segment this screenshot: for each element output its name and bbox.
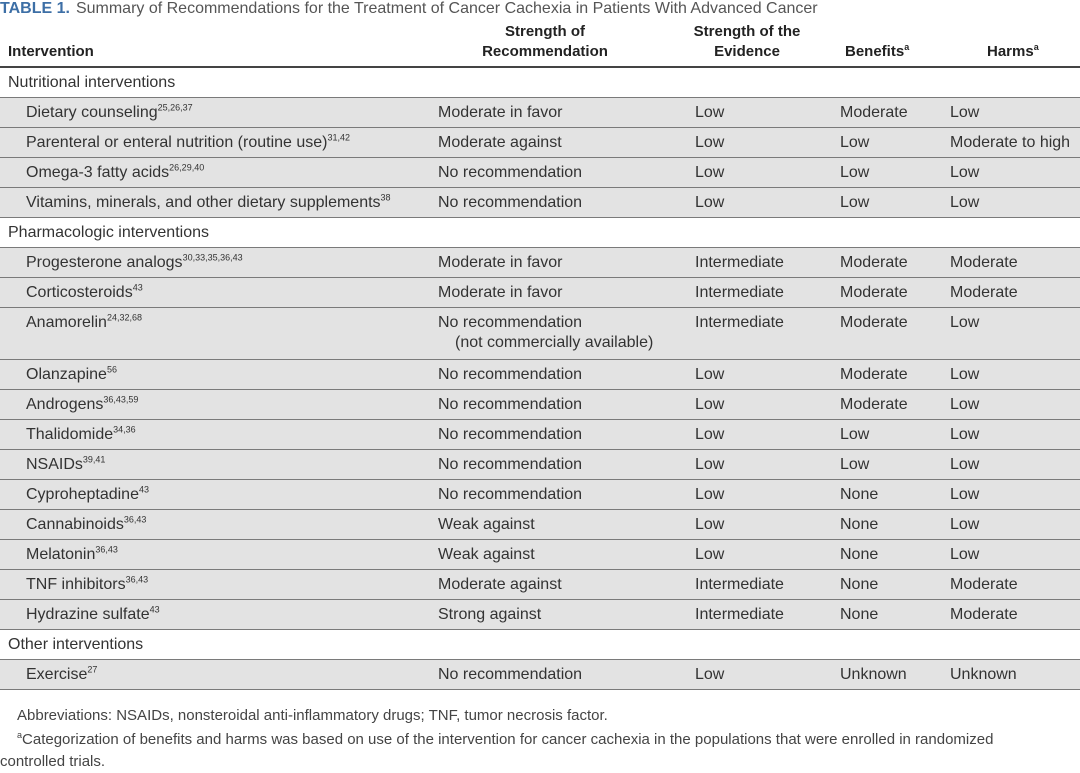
table-row: [0, 158, 1080, 188]
reference-superscript: 36,43: [123, 514, 147, 525]
header-benefits: Benefits$^a$: [845, 42, 910, 60]
cell-strength-evidence: Intermediate: [695, 254, 784, 271]
table-title: [0, 0, 818, 18]
table-caption: Summary of Recommendations for the Treatment of Cancer Cachexia in Patients With Advanced Cancer: [75, 0, 818, 17]
cell-intervention: Olanzapine$^{56}$: [26, 364, 117, 383]
cell-harms: Low: [950, 314, 980, 331]
table-label: TABLE 1.: [0, 0, 70, 17]
header-strength-evidence: Strength of the Evidence: [693, 23, 801, 60]
cell-intervention: NSAIDs$^{39,41}$: [26, 454, 106, 473]
reference-superscript: 34,36: [113, 424, 136, 435]
header-harms: Harms$^a$: [987, 42, 1039, 60]
footnote-abbreviations: Abbreviations: NSAIDs, nonsteroidal anti-inflammatory drugs; TNF, tumor necrosis factor.: [17, 707, 608, 724]
reference-superscript: 36,43,59: [103, 394, 139, 405]
table-row: [0, 450, 1080, 480]
cell-strength-note: (not commercially available): [455, 334, 654, 351]
reference-superscript: 39,41: [82, 454, 106, 465]
cell-intervention: Thalidomide$^{34,36}$: [26, 424, 136, 443]
cell-harms: Moderate to high: [950, 134, 1071, 151]
cell-strength-evidence: Low: [695, 486, 725, 503]
cell-strength-evidence: Low: [695, 164, 725, 181]
cell-intervention: Anamorelin$^{24,32,68}$: [26, 312, 142, 331]
table-row: [0, 420, 1080, 450]
cell-strength-evidence: Low: [695, 516, 725, 533]
cell-strength-evidence: Low: [695, 366, 725, 383]
cell-benefits: None: [840, 516, 879, 533]
cell-strength-recommendation: No recommendation: [438, 366, 583, 383]
cell-benefits: Unknown: [840, 666, 907, 683]
cell-harms: Moderate: [950, 284, 1018, 301]
table-row: [0, 188, 1080, 218]
cell-strength-recommendation: Moderate against: [438, 576, 562, 593]
cell-harms: Low: [950, 104, 980, 121]
cell-strength-evidence: Low: [695, 104, 725, 121]
cell-benefits: Low: [840, 134, 870, 151]
cell-strength-recommendation: No recommendation: [438, 426, 583, 443]
cell-strength-recommendation: No recommendation: [438, 164, 583, 181]
cell-strength-evidence: Low: [695, 396, 725, 413]
table-row: [0, 128, 1080, 158]
cell-harms: Moderate: [950, 606, 1018, 623]
reference-superscript: 43: [138, 484, 149, 495]
section-label: Other interventions: [8, 636, 144, 653]
reference-superscript: 31,42: [327, 132, 351, 143]
cell-intervention: Vitamins, minerals, and other dietary supplements$^{38}$: [26, 192, 391, 211]
table-row: [0, 308, 1080, 360]
cell-harms: Unknown: [950, 666, 1017, 683]
cell-harms: Low: [950, 456, 980, 473]
section-label: Pharmacologic interventions: [8, 224, 209, 241]
cell-benefits: None: [840, 546, 879, 563]
section-label: Nutritional interventions: [8, 74, 176, 91]
table-row: [0, 278, 1080, 308]
cell-benefits: None: [840, 606, 879, 623]
cell-harms: Low: [950, 546, 980, 563]
table-row: [0, 390, 1080, 420]
cell-benefits: None: [840, 576, 879, 593]
cell-strength-evidence: Low: [695, 456, 725, 473]
cell-strength-evidence: Low: [695, 194, 725, 211]
reference-superscript: 43: [132, 282, 143, 293]
cell-intervention: Corticosteroids$^{43}$: [26, 282, 143, 301]
reference-superscript: 38: [380, 192, 391, 203]
table-header: [0, 20, 1080, 68]
cell-strength-evidence: Low: [695, 546, 725, 563]
cell-strength-recommendation: Moderate in favor: [438, 104, 563, 121]
reference-superscript: 36,43: [125, 574, 149, 585]
cell-intervention: Parenteral or enteral nutrition (routine use)$^{31,42}$: [26, 132, 351, 151]
table-row: [0, 360, 1080, 390]
cell-strength-evidence: Low: [695, 426, 725, 443]
cell-intervention: Cyproheptadine$^{43}$: [26, 484, 149, 503]
cell-strength-recommendation: Weak against: [438, 546, 535, 563]
cell-strength-recommendation: No recommendation (not commercially available): [438, 314, 654, 351]
cell-strength-recommendation: No recommendation: [438, 486, 583, 503]
cell-strength-recommendation: Weak against: [438, 516, 535, 533]
table-row: [0, 570, 1080, 600]
cell-harms: Low: [950, 516, 980, 533]
reference-superscript: 43: [149, 604, 160, 615]
cell-strength-evidence: Low: [695, 134, 725, 151]
reference-superscript: 56: [106, 364, 117, 375]
cell-intervention: Cannabinoids$^{36,43}$: [26, 514, 147, 533]
reference-superscript: 30,33,35,36,43: [182, 252, 243, 263]
table-row: [0, 660, 1080, 690]
cell-harms: Low: [950, 366, 980, 383]
cell-intervention: Melatonin$^{36,43}$: [26, 544, 118, 563]
cell-harms: Moderate: [950, 576, 1018, 593]
table-row: [0, 98, 1080, 128]
cell-benefits: Moderate: [840, 254, 908, 271]
cell-strength-evidence: Intermediate: [695, 284, 784, 301]
table-row: [0, 540, 1080, 570]
cell-benefits: Moderate: [840, 314, 908, 331]
cell-strength-evidence: Low: [695, 666, 725, 683]
cell-benefits: Low: [840, 426, 870, 443]
reference-superscript: 26,29,40: [169, 162, 205, 173]
cell-intervention: Progesterone analogs$^{30,33,35,36,43}$: [26, 252, 243, 271]
reference-superscript: 24,32,68: [106, 312, 142, 323]
header-strength-recommendation: Strength of Recommendation: [482, 23, 608, 60]
cell-strength-recommendation: No recommendation: [438, 666, 583, 683]
cell-strength-evidence: Intermediate: [695, 314, 784, 331]
cell-strength-recommendation: No recommendation: [438, 456, 583, 473]
section-row: [0, 630, 1080, 660]
cell-intervention: TNF inhibitors$^{36,43}$: [26, 574, 149, 593]
cell-harms: Low: [950, 486, 980, 503]
cell-intervention: Hydrazine sulfate$^{43}$: [26, 604, 160, 623]
reference-superscript: 25,26,37: [157, 102, 193, 113]
table-row: [0, 510, 1080, 540]
cell-intervention: Omega-3 fatty acids$^{26,29,40}$: [26, 162, 205, 181]
cell-benefits: Moderate: [840, 284, 908, 301]
cell-strength-evidence: Intermediate: [695, 576, 784, 593]
cell-intervention: Dietary counseling$^{25,26,37}$: [26, 102, 193, 121]
cell-strength-recommendation: No recommendation: [438, 194, 583, 211]
reference-superscript: 27: [87, 664, 98, 675]
cell-benefits: Moderate: [840, 366, 908, 383]
cell-intervention: Exercise$^{27}$: [26, 664, 98, 683]
cell-strength-recommendation: Moderate in favor: [438, 254, 563, 271]
cell-benefits: Moderate: [840, 396, 908, 413]
cell-intervention: Androgens$^{36,43,59}$: [26, 394, 139, 413]
cell-strength-recommendation: Moderate against: [438, 134, 562, 151]
header-intervention: Intervention: [8, 43, 94, 60]
cell-strength-recommendation: Moderate in favor: [438, 284, 563, 301]
cell-harms: Low: [950, 194, 980, 211]
cell-strength-evidence: Intermediate: [695, 606, 784, 623]
cell-harms: Low: [950, 426, 980, 443]
cell-benefits: Low: [840, 164, 870, 181]
reference-superscript: 36,43: [95, 544, 118, 555]
cell-strength-recommendation: Strong against: [438, 606, 542, 623]
cell-benefits: Low: [840, 194, 870, 211]
cell-harms: Low: [950, 164, 980, 181]
cell-strength-recommendation: No recommendation: [438, 396, 583, 413]
table-row: [0, 248, 1080, 278]
section-row: [0, 68, 1080, 98]
cell-benefits: Low: [840, 456, 870, 473]
table-row: [0, 600, 1080, 630]
cell-harms: Moderate: [950, 254, 1018, 271]
table-row: [0, 480, 1080, 510]
cell-harms: Low: [950, 396, 980, 413]
footnote-benefits-harms: $^a$Categorization of benefits and harms was based on use of the intervention for cancer cachexia in the populations that were enrolled in randomized controlled trials.: [0, 730, 994, 770]
cell-benefits: Moderate: [840, 104, 908, 121]
section-row: [0, 218, 1080, 248]
cell-benefits: None: [840, 486, 879, 503]
